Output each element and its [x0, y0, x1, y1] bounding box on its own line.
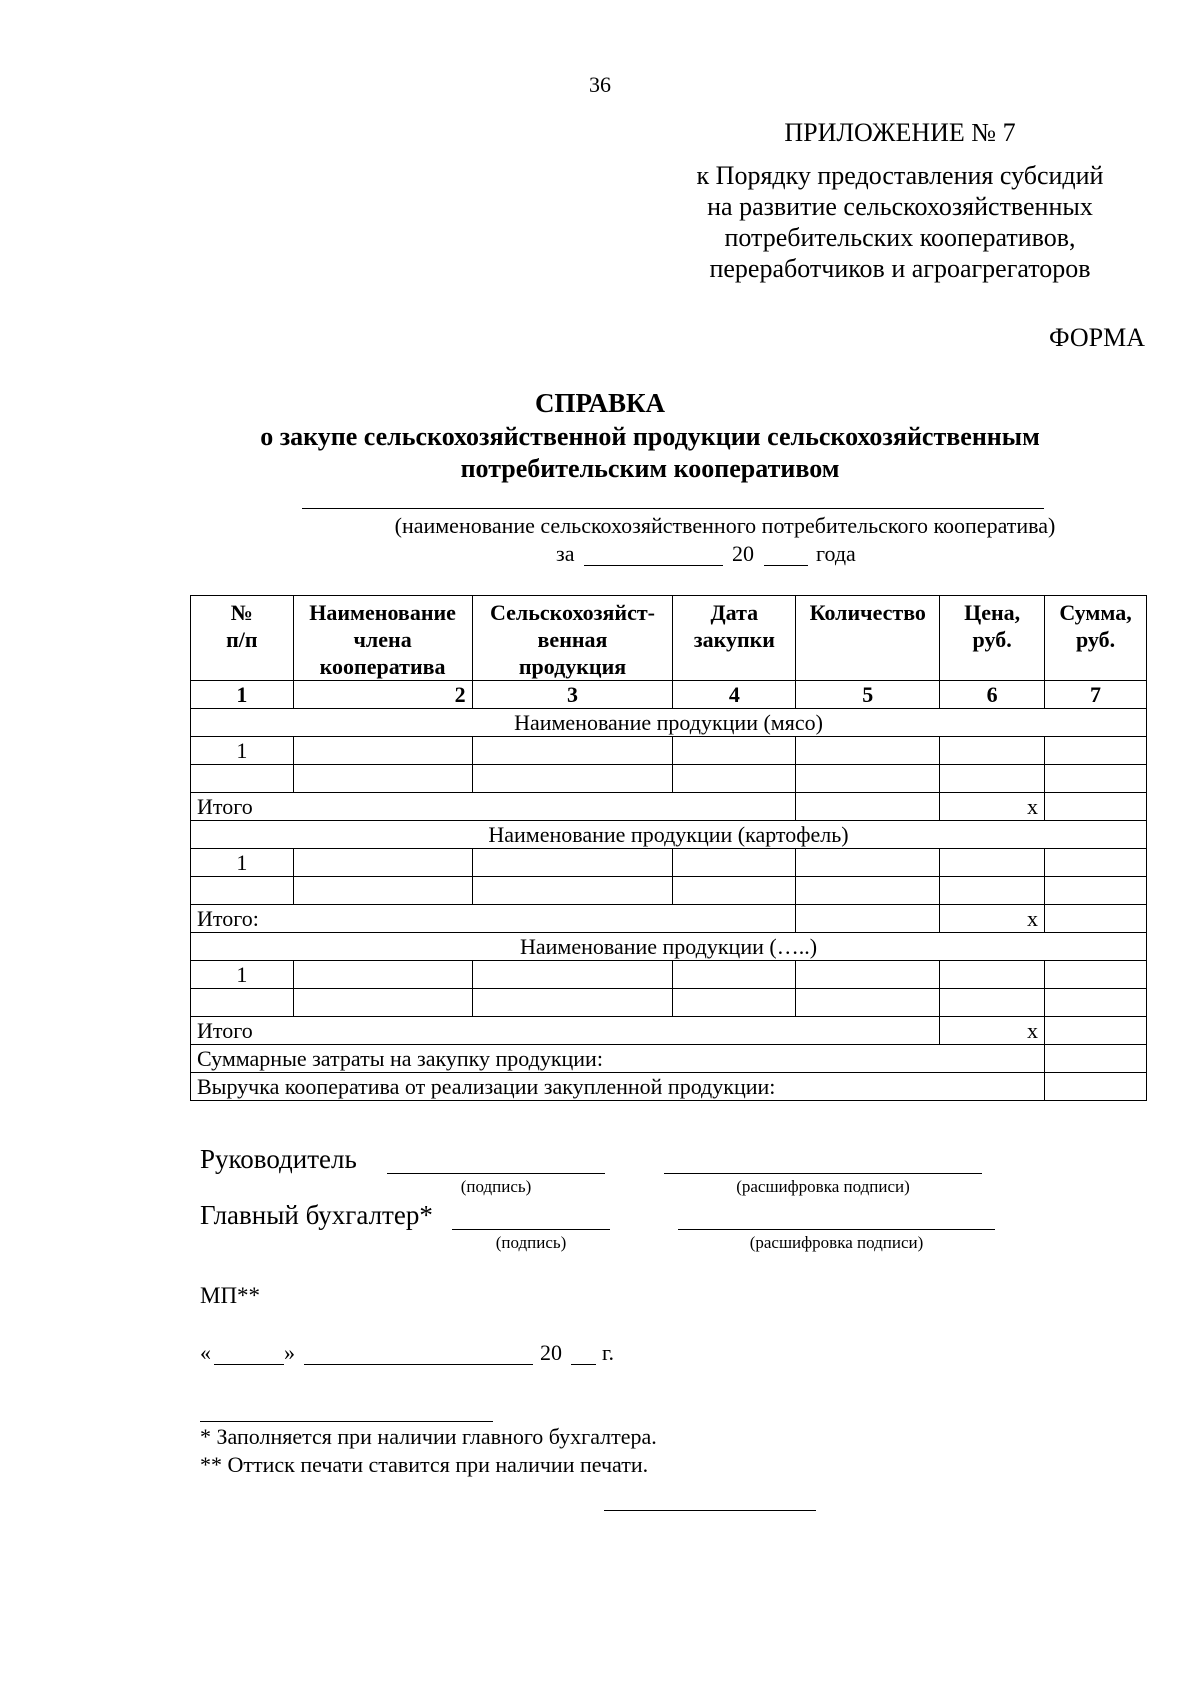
summary-label: Выручка кооператива от реализации закупленной продукции: — [191, 1073, 1045, 1101]
appendix-line: к Порядку предоставления субсидий — [696, 161, 1104, 190]
table-cell[interactable] — [293, 765, 472, 793]
appendix-line: на развитие сельскохозяйственных — [707, 192, 1093, 221]
column-header: Количество — [796, 596, 940, 681]
column-number: 4 — [673, 681, 796, 709]
table-cell[interactable] — [1045, 877, 1147, 905]
date-month-blank[interactable] — [304, 1364, 533, 1365]
table-cell[interactable] — [796, 849, 940, 877]
table-cell[interactable] — [293, 849, 472, 877]
table-cell[interactable] — [940, 737, 1045, 765]
price-mark: x — [940, 905, 1045, 933]
total-quantity-cell[interactable] — [796, 793, 940, 821]
subtitle-line: потребительским кооперативом — [460, 454, 840, 483]
table-cell[interactable] — [673, 765, 796, 793]
period-year-blank[interactable] — [764, 565, 808, 566]
table-cell[interactable] — [940, 849, 1045, 877]
document-title: СПРАВКА — [534, 388, 666, 418]
section-title: Наименование продукции (мясо) — [191, 709, 1147, 737]
table-cell[interactable] — [796, 765, 940, 793]
decoding-caption: (расшифровка подписи) — [736, 1177, 910, 1196]
accountant-signature-line[interactable] — [452, 1229, 610, 1230]
total-label: Итого — [191, 793, 796, 821]
column-number: 2 — [293, 681, 472, 709]
subtitle-line: о закупе сельскохозяйственной продукции сельскохозяйственным — [260, 422, 1040, 451]
decoding-caption: (расшифровка подписи) — [749, 1233, 924, 1252]
footnote: * Заполняется при наличии главного бухгалтера. — [200, 1424, 657, 1449]
table-cell[interactable] — [796, 961, 940, 989]
table-row — [191, 961, 1147, 989]
form-label: ФОРМА — [1049, 323, 1145, 352]
accountant-decoding-line[interactable] — [678, 1229, 995, 1230]
end-separator — [604, 1510, 816, 1511]
section-header-row — [191, 933, 1147, 961]
total-sum-cell[interactable] — [1045, 793, 1147, 821]
summary-row — [191, 1073, 1147, 1101]
table-cell[interactable] — [293, 989, 472, 1017]
table-row — [191, 877, 1147, 905]
period-prefix: за — [556, 541, 575, 566]
purchase-table — [190, 595, 1147, 1101]
stamp-label: МП** — [200, 1283, 261, 1308]
total-sum-cell[interactable] — [1045, 1017, 1147, 1045]
head-decoding-line[interactable] — [664, 1173, 982, 1174]
table-cell[interactable] — [191, 989, 294, 1017]
table-cell[interactable] — [472, 849, 673, 877]
total-row — [191, 793, 1147, 821]
table-row — [191, 989, 1147, 1017]
table-cell[interactable] — [293, 961, 472, 989]
date-close-quote: » — [284, 1340, 295, 1365]
period-suffix: года — [816, 541, 856, 566]
table-header-row — [191, 596, 1147, 681]
table-row — [191, 737, 1147, 765]
appendix-title: ПРИЛОЖЕНИЕ № 7 — [784, 118, 1016, 147]
column-number: 1 — [191, 681, 294, 709]
table-cell[interactable] — [940, 961, 1045, 989]
column-number: 3 — [472, 681, 673, 709]
date-day-blank[interactable] — [214, 1364, 284, 1365]
summary-row — [191, 1045, 1147, 1073]
table-cell[interactable] — [472, 877, 673, 905]
table-cell[interactable] — [293, 877, 472, 905]
total-sum-cell[interactable] — [1045, 905, 1147, 933]
table-row — [191, 765, 1147, 793]
head-label: Руководитель — [200, 1144, 357, 1174]
price-mark: x — [940, 1017, 1045, 1045]
row-number: 1 — [191, 961, 294, 989]
table-row — [191, 849, 1147, 877]
table-cell[interactable] — [1045, 961, 1147, 989]
row-number: 1 — [191, 737, 294, 765]
accountant-label: Главный бухгалтер* — [200, 1200, 433, 1230]
table-cell[interactable] — [293, 737, 472, 765]
table-cell[interactable] — [940, 989, 1045, 1017]
total-row — [191, 905, 1147, 933]
column-header: Дата закупки — [673, 596, 796, 681]
column-header: Сумма, руб. — [1045, 596, 1147, 681]
footnote: ** Оттиск печати ставится при наличии печати. — [200, 1452, 649, 1477]
table-cell[interactable] — [796, 877, 940, 905]
table-cell[interactable] — [1045, 765, 1147, 793]
column-header: Наименование члена кооператива — [293, 596, 472, 681]
date-open-quote: « — [200, 1340, 211, 1365]
column-number: 6 — [940, 681, 1045, 709]
total-quantity-cell[interactable] — [796, 905, 940, 933]
signature-caption: (подпись) — [495, 1233, 567, 1252]
table-cell[interactable] — [796, 737, 940, 765]
summary-value-cell[interactable] — [1045, 1045, 1147, 1073]
table-cell[interactable] — [472, 737, 673, 765]
table-cell[interactable] — [472, 765, 673, 793]
table-cell[interactable] — [673, 877, 796, 905]
date-suffix: г. — [602, 1340, 615, 1365]
table-cell[interactable] — [1045, 849, 1147, 877]
column-number: 5 — [796, 681, 940, 709]
price-mark: x — [940, 793, 1045, 821]
column-header: № п/п — [191, 596, 294, 681]
head-signature-line[interactable] — [387, 1173, 605, 1174]
row-number: 1 — [191, 849, 294, 877]
table-cell[interactable] — [673, 961, 796, 989]
table-cell[interactable] — [472, 989, 673, 1017]
section-header-row — [191, 821, 1147, 849]
summary-value-cell[interactable] — [1045, 1073, 1147, 1101]
table-cell[interactable] — [472, 961, 673, 989]
table-cell[interactable] — [940, 877, 1045, 905]
summary-label: Суммарные затраты на закупку продукции: — [191, 1045, 1045, 1073]
table-cell[interactable] — [1045, 737, 1147, 765]
document-subtitle — [150, 421, 1150, 485]
table-cell[interactable] — [191, 765, 294, 793]
date-year: 20 — [540, 1340, 562, 1365]
section-header-row — [191, 709, 1147, 737]
total-row — [191, 1017, 1147, 1045]
period-year: 20 — [732, 541, 754, 566]
appendix-line: потребительских кооперативов, — [724, 223, 1076, 252]
appendix-line: переработчиков и агроагрегаторов — [709, 254, 1091, 283]
date-year-blank[interactable] — [571, 1364, 596, 1365]
total-label: Итого — [191, 1017, 940, 1045]
section-title: Наименование продукции (картофель) — [191, 821, 1147, 849]
footnote-separator — [200, 1421, 493, 1422]
page-number: 36 — [589, 72, 611, 97]
table-cell[interactable] — [673, 989, 796, 1017]
cooperative-name-caption: (наименование сельскохозяйственного потребительского кооператива) — [394, 513, 1056, 538]
column-header: Цена, руб. — [940, 596, 1045, 681]
signature-caption: (подпись) — [460, 1177, 532, 1196]
total-label: Итого: — [191, 905, 796, 933]
column-number-row — [191, 681, 1147, 709]
table-cell[interactable] — [191, 877, 294, 905]
cooperative-name-field[interactable] — [302, 508, 1044, 509]
column-number: 7 — [1045, 681, 1147, 709]
period-blank[interactable] — [584, 565, 723, 566]
section-title: Наименование продукции (…..) — [191, 933, 1147, 961]
table-cell[interactable] — [673, 737, 796, 765]
column-header: Сельскохозяйст- венная продукция — [472, 596, 673, 681]
table-cell[interactable] — [1045, 989, 1147, 1017]
appendix-reference — [660, 160, 1140, 284]
table-cell[interactable] — [796, 989, 940, 1017]
table-cell[interactable] — [940, 765, 1045, 793]
table-cell[interactable] — [673, 849, 796, 877]
